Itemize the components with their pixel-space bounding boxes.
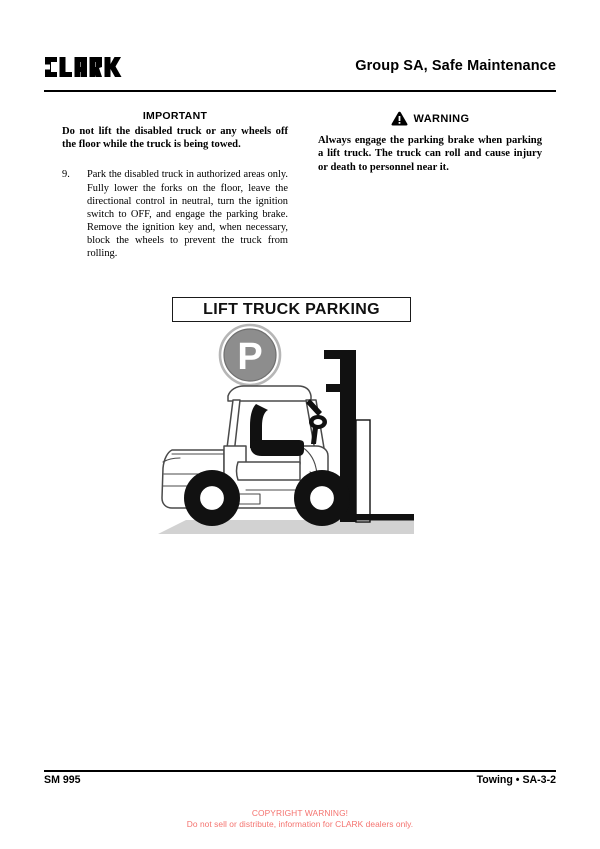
footer-manual-number: SM 995 xyxy=(44,774,81,786)
left-column xyxy=(62,110,288,260)
clark-logo xyxy=(44,54,122,80)
important-notice xyxy=(62,110,288,151)
page-header xyxy=(44,54,556,92)
forklift-illustration xyxy=(150,322,422,542)
right-column xyxy=(318,110,542,174)
procedure-step-9 xyxy=(62,168,288,260)
lift-truck-parking-sign xyxy=(172,297,411,322)
clark-wordmark-icon xyxy=(44,54,122,80)
forklift-seat xyxy=(250,404,304,456)
lift-truck-parking-sign-label: LIFT TRUCK PARKING xyxy=(203,300,380,318)
copyright-warning xyxy=(0,808,600,830)
step-text: Park the disabled truck in authorized areas only. Fully lower the forks on the floor, leave the directional control in neutral, turn the ignition switch to OFF, and engage the parking brake. Remove the ignition key and, when necessary, block the wheels to prevent the truck from rolling. xyxy=(87,169,288,259)
warning-body: Always engage the parking brake when parking a lift truck. The truck can roll and cause injury or death to personnel near it. xyxy=(318,135,542,173)
parking-sign-letter: P xyxy=(237,336,263,378)
copyright-warning-title: COPYRIGHT WARNING! xyxy=(251,808,349,818)
ground-shadow xyxy=(158,520,414,534)
warning-heading xyxy=(318,110,542,127)
header-divider xyxy=(44,90,556,92)
important-notice-body: Do not lift the disabled truck or any wheels off the floor while the truck is being towed. xyxy=(62,126,288,151)
parking-sign-icon xyxy=(220,325,280,385)
warning-triangle-icon xyxy=(391,111,408,126)
warning-label: WARNING xyxy=(413,112,470,125)
page-title: Group SA, Safe Maintenance xyxy=(355,58,556,74)
page-footer xyxy=(44,774,556,790)
figure-lift-truck-parking xyxy=(150,292,422,542)
copyright-warning-text: Do not sell or distribute, information for CLARK dealers only. xyxy=(186,819,414,829)
important-notice-title: IMPORTANT xyxy=(142,110,208,122)
step-number: 9. xyxy=(62,169,70,181)
footer-divider xyxy=(44,770,556,772)
footer-section-reference: Towing • SA-3-2 xyxy=(476,774,556,786)
